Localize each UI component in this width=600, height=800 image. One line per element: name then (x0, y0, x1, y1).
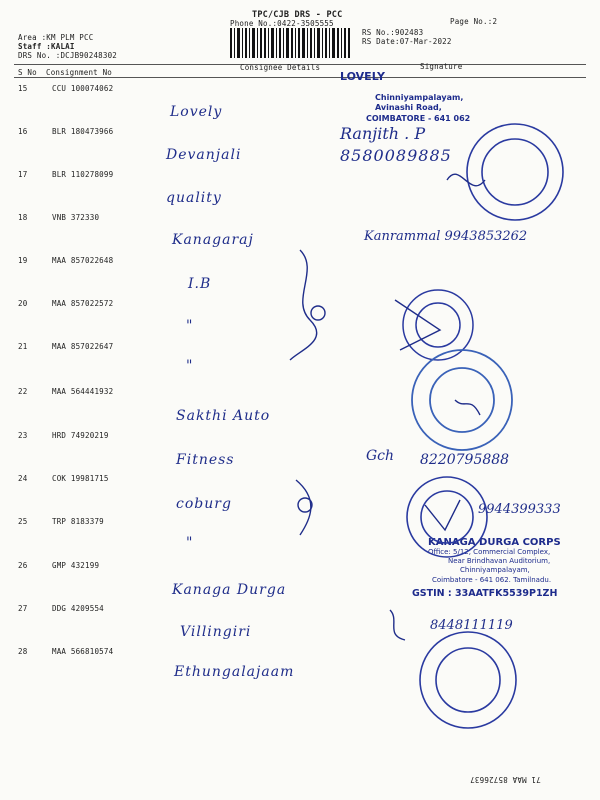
logistics-stamp-seal (420, 632, 516, 728)
consignee-handwriting: Devanjali (166, 147, 242, 163)
row-consignment: MAA 564441932 (52, 387, 114, 396)
stamp-kanagadurga-name: KANAGA DURGA CORPS (428, 537, 561, 548)
sig-kanagadurga-phone: 9944399333 (478, 502, 561, 517)
consignee-handwriting: Lovely (170, 104, 223, 120)
col-sno: S No (18, 68, 37, 77)
col-consignment: Consignment No (46, 68, 113, 77)
staff-label: Staff :KALAI (18, 42, 75, 51)
consignee-handwriting: Ethungalajaam (174, 664, 295, 680)
consignee-handwriting: " (186, 358, 194, 374)
row-sno: 26 (18, 561, 28, 570)
row-consignment: COK 19981715 (52, 474, 109, 483)
row-consignment: BLR 180473966 (52, 127, 114, 136)
sig-lovely-stamp-title: LOVELY (340, 70, 385, 83)
sig-ranjith: Ranjith . P (340, 124, 426, 143)
rs-date: RS Date:07-Mar-2022 (362, 37, 452, 46)
stamp-kanagadurga-gstin: GSTIN : 33AATFK5539P1ZH (412, 588, 558, 599)
consignee-handwriting: Kanaga Durga (172, 582, 287, 598)
sig-gch: Gch (366, 448, 395, 464)
stamp-kanagadurga-line: Office: 5/12, Commercial Complex, (428, 548, 551, 556)
sig-lovely-address: Chinniyampalayam, (375, 93, 464, 102)
row-consignment: HRD 74920219 (52, 431, 109, 440)
stamp-kanagadurga-line: Coimbatore - 641 062. Tamilnadu. (432, 576, 552, 584)
consignee-handwriting: Sakthi Auto (176, 408, 271, 424)
col-signature: Signature (420, 62, 463, 71)
row-consignment: MAA 857022572 (52, 299, 114, 308)
row-consignment: BLR 110278099 (52, 170, 114, 179)
consignee-handwriting: Fitness (176, 452, 235, 468)
consignee-handwriting: " (186, 535, 194, 551)
page-number: Page No.:2 (450, 17, 498, 26)
row-consignment: MAA 566810574 (52, 647, 114, 656)
drs-number: DRS No. :DCJB90248302 (18, 51, 118, 60)
row-consignment: VNB 372330 (52, 213, 100, 222)
row-sno: 18 (18, 213, 28, 222)
area-label: Area :KM PLM PCC (18, 33, 94, 42)
row-consignment: MAA 857022647 (52, 342, 114, 351)
footer-rotated-label: 71 MAA 85726637 (470, 775, 541, 784)
sig-logistics-phone: 8448111119 (430, 618, 513, 633)
consignee-handwriting: quality (166, 190, 222, 206)
row-sno: 25 (18, 517, 28, 526)
row-sno: 20 (18, 299, 28, 308)
stamp-kanagadurga-line: Near Brindhavan Auditorium, (448, 557, 551, 565)
consignee-handwriting: Villingiri (180, 624, 252, 640)
row-sno: 16 (18, 127, 28, 136)
quality-stamp-seal (467, 124, 563, 220)
row-sno: 21 (18, 342, 28, 351)
row-consignment: CCU 100074062 (52, 84, 114, 93)
row-sno: 23 (18, 431, 28, 440)
phone-number: Phone No.:0422-3505555 (230, 19, 334, 28)
sig-ranjith-phone: 8580089885 (340, 146, 452, 165)
sig-lovely-address: COIMBATORE - 641 062 (366, 114, 471, 123)
consignee-handwriting: I.B (188, 276, 212, 292)
row-consignment: DDG 4209554 (52, 604, 104, 613)
scribble-marks (290, 174, 485, 640)
consignee-handwriting: coburg (176, 496, 232, 512)
sakthi-stamp-seal (412, 350, 512, 450)
stamp-kanagadurga-line: Chinniyampalayam, (460, 566, 530, 574)
row-consignment: TRP 8183379 (52, 517, 104, 526)
sig-gch-phone: 8220795888 (420, 452, 510, 468)
rs-number: RS No.:902483 (362, 28, 424, 37)
sig-lovely-address: Avinashi Road, (375, 103, 442, 112)
consignee-handwriting: " (186, 318, 194, 334)
sig-kanrammal: Kanrammal 9943853262 (364, 229, 528, 244)
row-sno: 27 (18, 604, 28, 613)
report-title: TPC/CJB DRS - PCC (252, 10, 343, 20)
col-consignee: Consignee Details (240, 63, 321, 72)
row-sno: 19 (18, 256, 28, 265)
row-consignment: GMP 432199 (52, 561, 100, 570)
row-consignment: MAA 857022648 (52, 256, 114, 265)
row-sno: 15 (18, 84, 28, 93)
row-sno: 28 (18, 647, 28, 656)
row-sno: 17 (18, 170, 28, 179)
row-sno: 22 (18, 387, 28, 396)
consignee-handwriting: Kanagaraj (172, 232, 254, 248)
row-sno: 24 (18, 474, 28, 483)
durga-stamp-seal (407, 477, 487, 557)
